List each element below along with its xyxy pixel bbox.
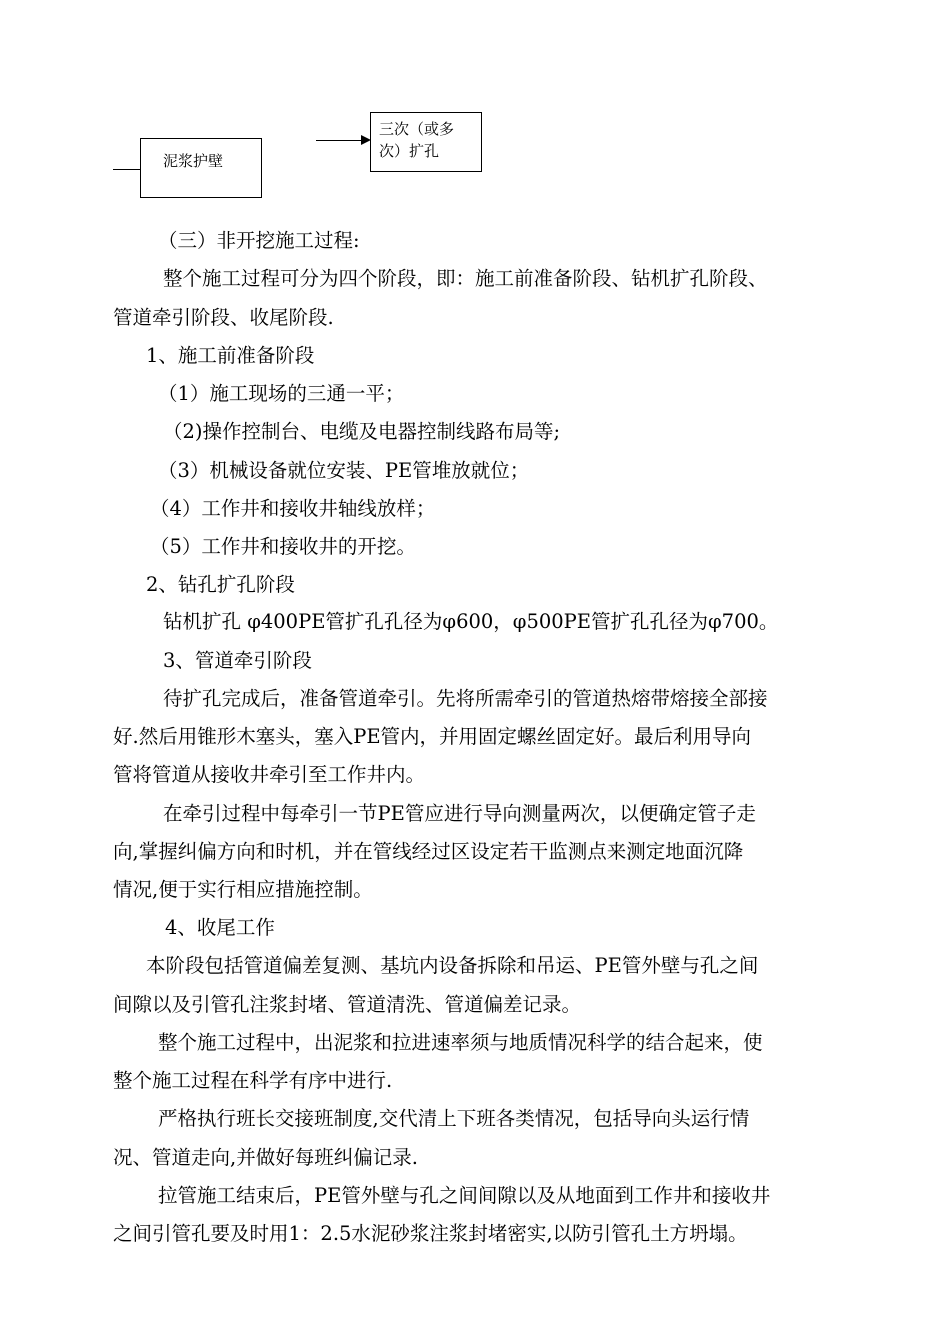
paragraph-line: 好.然后用锥形木塞头，塞入PE管内，并用固定螺丝固定好。最后利用导向	[113, 725, 752, 748]
paragraph-line: 钻机扩孔 φ400PE管扩孔孔径为φ600，φ500PE管扩孔孔径为φ700。	[163, 610, 779, 633]
paragraph-line: 况、管道走向,并做好每班纠偏记录.	[113, 1146, 418, 1169]
paragraph-line: 严格执行班长交接班制度,交代清上下班各类情况，包括导向头运行情	[158, 1107, 750, 1130]
list-item: （5）工作井和接收井的开挖。	[150, 535, 416, 558]
paragraph-line: 拉管施工结束后，PE管外壁与孔之间间隙以及从地面到工作井和接收井	[158, 1184, 771, 1207]
paragraph-line: 在牵引过程中每牵引一节PE管应进行导向测量两次，以便确定管子走	[163, 802, 756, 825]
list-item: （3）机械设备就位安装、PE管堆放就位；	[158, 459, 530, 482]
subsection-heading: 4、收尾工作	[165, 916, 275, 939]
paragraph-line: 向,掌握纠偏方向和时机，并在管线经过区设定若干监测点来测定地面沉降	[113, 840, 744, 863]
flow-box-slurry-wall	[140, 138, 262, 198]
paragraph-line: 整个施工过程在科学有序中进行.	[113, 1069, 393, 1092]
paragraph-line: 管道牵引阶段、收尾阶段.	[113, 306, 334, 329]
flow-box-ream	[370, 112, 482, 172]
flow-box-ream-label: 三次（或多次）扩孔	[379, 120, 455, 160]
flow-connector-left	[113, 169, 140, 170]
paragraph-line: 情况,便于实行相应措施控制。	[113, 878, 373, 901]
paragraph-line: 待扩孔完成后，准备管道牵引。先将所需牵引的管道热熔带熔接全部接	[163, 687, 768, 710]
paragraph-line: 管将管道从接收井牵引至工作井内。	[113, 763, 426, 786]
section-heading: （三）非开挖施工过程:	[158, 229, 360, 252]
paragraph-line: 本阶段包括管道偏差复测、基坑内设备拆除和吊运、PE管外壁与孔之间	[146, 954, 759, 977]
subsection-heading: 1、施工前准备阶段	[146, 344, 315, 367]
list-item: （2)操作控制台、电缆及电器控制线路布局等;	[163, 420, 561, 443]
paragraph-line: 间隙以及引管孔注浆封堵、管道清洗、管道偏差记录。	[113, 993, 582, 1016]
list-item: （4）工作井和接收井轴线放样；	[150, 497, 436, 520]
flow-arrow-line	[316, 140, 362, 141]
paragraph-line: 之间引管孔要及时用1：2.5水泥砂浆注浆封堵密实,以防引管孔土方坍塌。	[113, 1222, 748, 1245]
paragraph-line: 整个施工过程中，出泥浆和拉进速率须与地质情况科学的结合起来，使	[158, 1031, 763, 1054]
list-item: （1）施工现场的三通一平；	[158, 382, 405, 405]
flow-box-slurry-wall-label: 泥浆护壁	[163, 152, 224, 170]
paragraph-line: 整个施工过程可分为四个阶段，即：施工前准备阶段、钻机扩孔阶段、	[163, 267, 768, 290]
subsection-heading: 2、钻孔扩孔阶段	[146, 573, 295, 596]
subsection-heading: 3、管道牵引阶段	[163, 649, 312, 672]
